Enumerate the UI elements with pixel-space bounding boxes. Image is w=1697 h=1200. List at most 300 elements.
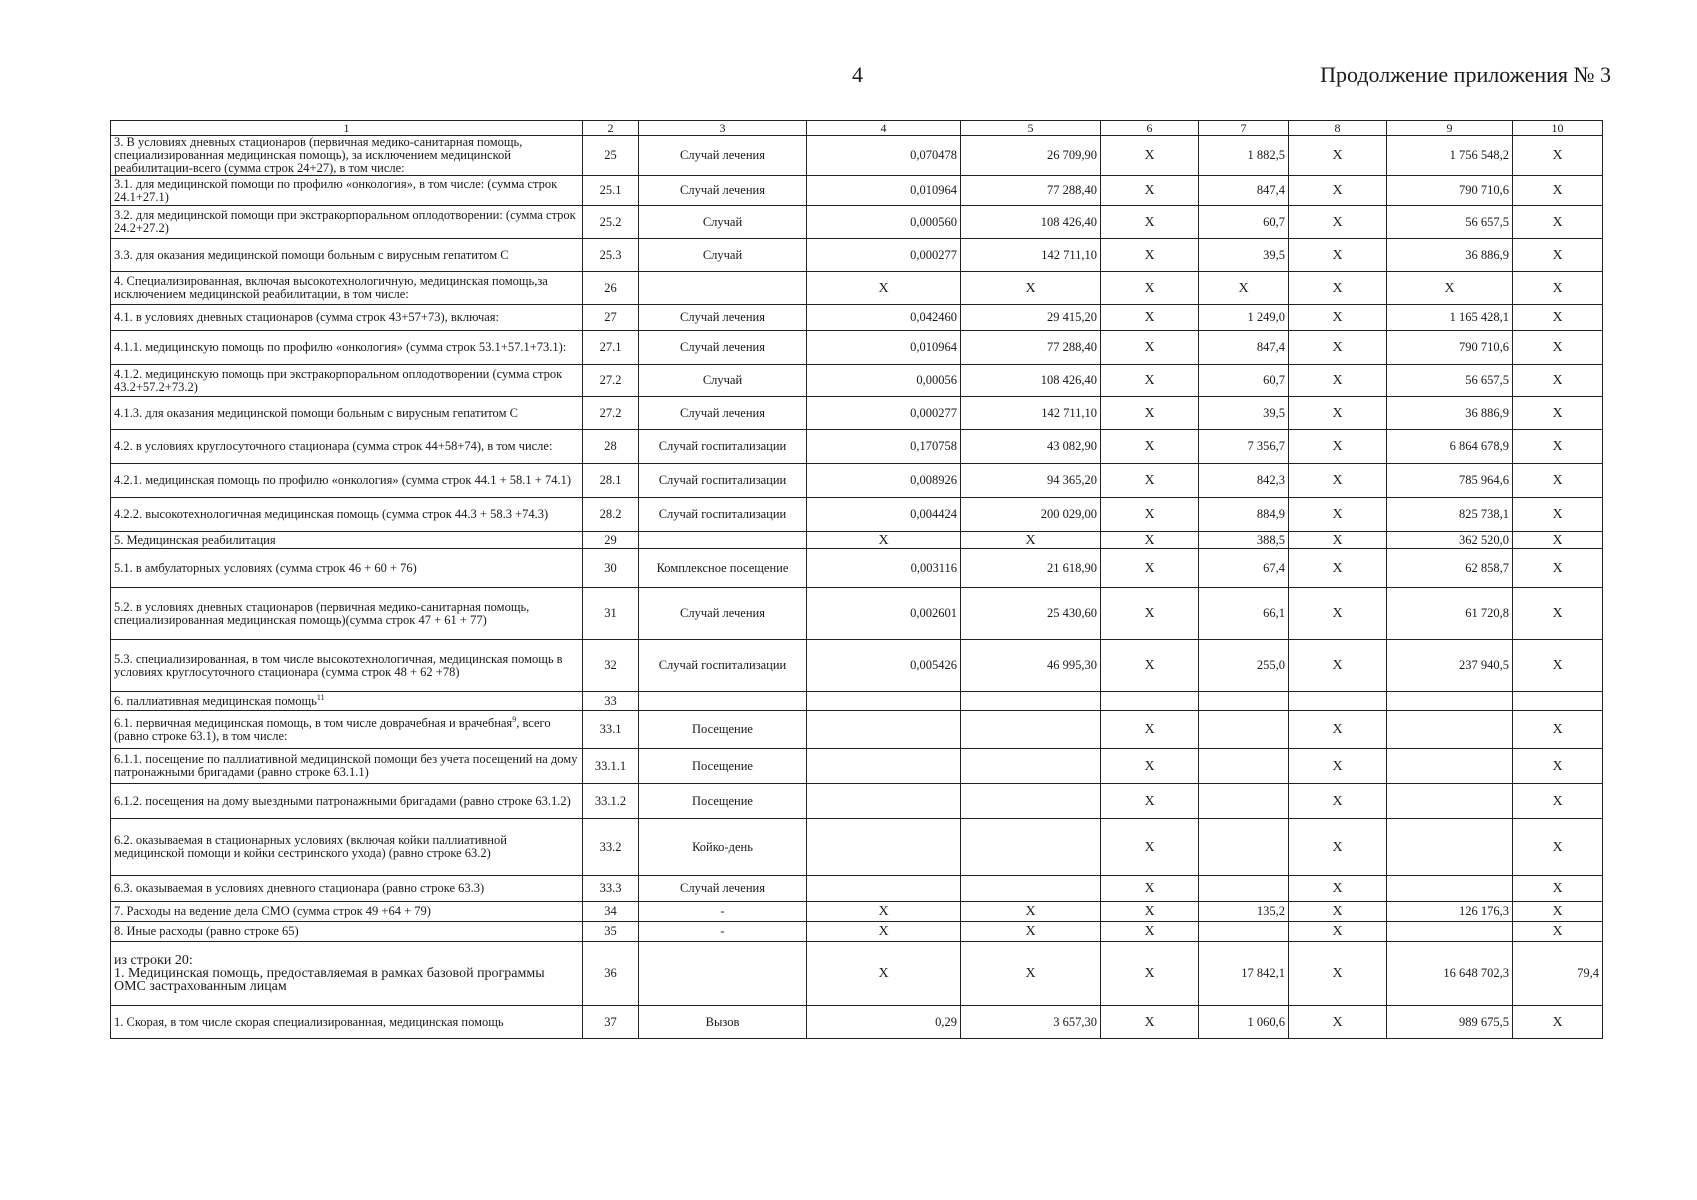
table-cell: 847,4	[1199, 176, 1289, 206]
table-cell: 77 288,40	[961, 176, 1101, 206]
table-cell: X	[1101, 272, 1199, 305]
table-cell: X	[1101, 498, 1199, 532]
table-cell: 0,010964	[807, 176, 961, 206]
table-cell: 4.1. в условиях дневных стационаров (сумма строк 43+57+73), включая:	[111, 305, 583, 331]
table-row	[111, 365, 1603, 397]
table-row	[111, 176, 1603, 206]
table-cell: X	[1513, 498, 1603, 532]
table-cell: X	[1289, 176, 1387, 206]
table-cell: Случай лечения	[639, 397, 807, 430]
table-cell: Случай лечения	[639, 588, 807, 640]
table-cell: X	[1289, 1006, 1387, 1039]
table-cell: 33.1.1	[583, 749, 639, 784]
table-cell: X	[1289, 430, 1387, 464]
table-cell: X	[1289, 711, 1387, 749]
row-label: 6. паллиативная медицинская помощь$^{11}$	[111, 692, 583, 711]
table-cell: X	[807, 902, 961, 922]
table-cell: 25	[583, 136, 639, 176]
table-cell: 29 415,20	[961, 305, 1101, 331]
table-cell	[1101, 692, 1199, 711]
table-row	[111, 1006, 1603, 1039]
table-cell: Вызов	[639, 1006, 807, 1039]
table-cell: X	[1101, 430, 1199, 464]
table-cell: 362 520,0	[1387, 532, 1513, 549]
table-cell: Случай госпитализации	[639, 498, 807, 532]
table-cell: X	[1513, 239, 1603, 272]
table-cell: 26 709,90	[961, 136, 1101, 176]
table-cell	[961, 692, 1101, 711]
table-cell: 0,003116	[807, 549, 961, 588]
table-cell: 46 995,30	[961, 640, 1101, 692]
table-cell: X	[961, 922, 1101, 942]
table-cell: 34	[583, 902, 639, 922]
table-cell: X	[1101, 331, 1199, 365]
table-cell	[807, 784, 961, 819]
table-cell: 3.2. для медицинской помощи при экстракорпоральном оплодотворении: (сумма строк 24.2+27.2)	[111, 206, 583, 239]
table-cell: X	[1289, 305, 1387, 331]
table-cell: X	[1101, 749, 1199, 784]
table-cell: 4.1.3. для оказания медицинской помощи больным с вирусным гепатитом С	[111, 397, 583, 430]
row-label: 6.1. первичная медицинская помощь, в том числе доврачебная и врачебная$^9$, всего (равно строке 63.1), в том числе:	[111, 711, 583, 749]
table-cell: X	[1513, 136, 1603, 176]
column-header: 5	[961, 121, 1101, 136]
column-header: 1	[111, 121, 583, 136]
table-cell: 4.2.2. высокотехнологичная медицинская помощь (сумма строк 44.3 + 58.3 +74.3)	[111, 498, 583, 532]
table-cell: 388,5	[1199, 532, 1289, 549]
table-cell: Случай лечения	[639, 305, 807, 331]
table-cell: 1 060,6	[1199, 1006, 1289, 1039]
table-cell: X	[1101, 206, 1199, 239]
table-cell: X	[807, 942, 961, 1006]
table-cell: 43 082,90	[961, 430, 1101, 464]
table-cell: X	[1513, 206, 1603, 239]
table-cell: X	[1289, 588, 1387, 640]
table-cell: X	[1513, 876, 1603, 902]
table-cell: X	[1101, 588, 1199, 640]
table-cell	[1387, 819, 1513, 876]
table-cell: X	[961, 942, 1101, 1006]
table-cell	[807, 692, 961, 711]
table-cell	[961, 784, 1101, 819]
table-cell: 79,4	[1513, 942, 1603, 1006]
column-header: 7	[1199, 121, 1289, 136]
table-cell	[1199, 922, 1289, 942]
table-cell: X	[1289, 640, 1387, 692]
table-cell	[1289, 692, 1387, 711]
table-cell: 56 657,5	[1387, 206, 1513, 239]
table-cell: X	[1101, 876, 1199, 902]
table-cell: Случай	[639, 206, 807, 239]
table-cell: X	[1513, 1006, 1603, 1039]
table-cell	[639, 942, 807, 1006]
table-row	[111, 588, 1603, 640]
table-cell: 33	[583, 692, 639, 711]
table-cell: 27.1	[583, 331, 639, 365]
table-cell: 37	[583, 1006, 639, 1039]
table-row	[111, 784, 1603, 819]
table-cell	[1199, 819, 1289, 876]
table-cell: 5. Медицинская реабилитация	[111, 532, 583, 549]
table-cell: X	[1289, 942, 1387, 1006]
table-cell: 6.2. оказываемая в стационарных условиях (включая койки паллиативной медицинской помощи и койки сестринского ухода) (равно строке 63.2)	[111, 819, 583, 876]
table-cell: 0,010964	[807, 331, 961, 365]
table-cell: 27	[583, 305, 639, 331]
table-cell: X	[1513, 176, 1603, 206]
table-cell: 135,2	[1199, 902, 1289, 922]
table-cell: X	[1289, 272, 1387, 305]
table-cell: X	[1101, 305, 1199, 331]
table-cell: X	[1513, 305, 1603, 331]
table-cell: X	[1289, 331, 1387, 365]
table-cell: Случай госпитализации	[639, 430, 807, 464]
table-cell	[639, 692, 807, 711]
table-cell: X	[1513, 784, 1603, 819]
table-cell: 28	[583, 430, 639, 464]
table-cell: Случай лечения	[639, 176, 807, 206]
table-cell: 32	[583, 640, 639, 692]
table-cell: Посещение	[639, 784, 807, 819]
table-cell: X	[1513, 902, 1603, 922]
table-cell: 60,7	[1199, 206, 1289, 239]
table-cell: X	[1289, 922, 1387, 942]
table-cell: 31	[583, 588, 639, 640]
table-cell: 25.2	[583, 206, 639, 239]
table-row	[111, 532, 1603, 549]
table-row	[111, 397, 1603, 430]
table-cell: 847,4	[1199, 331, 1289, 365]
table-cell: 39,5	[1199, 397, 1289, 430]
table-row	[111, 876, 1603, 902]
table-cell: 842,3	[1199, 464, 1289, 498]
table-cell: 6.1.2. посещения на дому выездными патронажными бригадами (равно строке 63.1.2)	[111, 784, 583, 819]
table-cell: 3 657,30	[961, 1006, 1101, 1039]
table-cell: X	[1101, 922, 1199, 942]
table-cell	[961, 876, 1101, 902]
table-cell: X	[1199, 272, 1289, 305]
table-cell	[1513, 692, 1603, 711]
table-cell: 7. Расходы на ведение дела СМО (сумма строк 49 +64 + 79)	[111, 902, 583, 922]
table-cell: X	[1101, 532, 1199, 549]
table-cell: 66,1	[1199, 588, 1289, 640]
table-cell: 0,170758	[807, 430, 961, 464]
table-cell: 36 886,9	[1387, 239, 1513, 272]
table-row	[111, 206, 1603, 239]
appendix-title: Продолжение приложения № 3	[1320, 62, 1611, 87]
table-cell: X	[961, 272, 1101, 305]
table-cell: X	[1289, 549, 1387, 588]
table-cell: X	[1289, 532, 1387, 549]
table-cell: X	[1101, 819, 1199, 876]
table-cell: 27.2	[583, 365, 639, 397]
table-cell: X	[1101, 711, 1199, 749]
table-row	[111, 549, 1603, 588]
table-cell: 884,9	[1199, 498, 1289, 532]
table-row	[111, 136, 1603, 176]
table-cell: Случай госпитализации	[639, 464, 807, 498]
table-cell: X	[1513, 365, 1603, 397]
table-cell: 33.3	[583, 876, 639, 902]
table-cell: X	[1513, 749, 1603, 784]
table-row	[111, 239, 1603, 272]
table-cell: X	[1101, 397, 1199, 430]
table-cell: X	[1101, 902, 1199, 922]
table-cell: 77 288,40	[961, 331, 1101, 365]
table-cell	[961, 711, 1101, 749]
table-cell	[1199, 876, 1289, 902]
table-cell: X	[1513, 430, 1603, 464]
table-cell: 28.1	[583, 464, 639, 498]
table-cell: 4.1.2. медицинскую помощь при экстракорпоральном оплодотворении (сумма строк 43.2+57.2+73.2)	[111, 365, 583, 397]
table-cell: 785 964,6	[1387, 464, 1513, 498]
table-cell: X	[1289, 876, 1387, 902]
table-cell: 108 426,40	[961, 365, 1101, 397]
table-cell	[961, 749, 1101, 784]
table-cell: X	[1101, 549, 1199, 588]
table-row	[111, 749, 1603, 784]
table-cell: 1 882,5	[1199, 136, 1289, 176]
table-cell: Комплексное посещение	[639, 549, 807, 588]
table-cell: Случай лечения	[639, 876, 807, 902]
table-cell: 6.3. оказываемая в условиях дневного стационара (равно строке 63.3)	[111, 876, 583, 902]
table-row	[111, 711, 1603, 749]
table-cell	[807, 711, 961, 749]
table-cell: X	[1513, 397, 1603, 430]
table-cell	[1199, 749, 1289, 784]
table-cell: 1 756 548,2	[1387, 136, 1513, 176]
table-cell	[1387, 784, 1513, 819]
table-row	[111, 498, 1603, 532]
table-row	[111, 430, 1603, 464]
table-cell: X	[1101, 942, 1199, 1006]
table-row	[111, 922, 1603, 942]
table-cell: 67,4	[1199, 549, 1289, 588]
table-cell: X	[1289, 819, 1387, 876]
column-header: 2	[583, 121, 639, 136]
table-cell: 5.3. специализированная, в том числе высокотехнологичная, медицинская помощь в условиях круглосуточного стационара (сумма строк 48 + 62 +78)	[111, 640, 583, 692]
table-cell: 8. Иные расходы (равно строке 65)	[111, 922, 583, 942]
table-cell: X	[807, 272, 961, 305]
table-cell: 825 738,1	[1387, 498, 1513, 532]
table-cell: 16 648 702,3	[1387, 942, 1513, 1006]
table-cell: 0,00056	[807, 365, 961, 397]
table-cell	[1387, 692, 1513, 711]
table-cell: X	[1387, 272, 1513, 305]
table-cell: 3.3. для оказания медицинской помощи больным с вирусным гепатитом С	[111, 239, 583, 272]
table-cell: 36	[583, 942, 639, 1006]
table-cell: 0,000560	[807, 206, 961, 239]
table-cell: 0,008926	[807, 464, 961, 498]
table-cell: 0,004424	[807, 498, 961, 532]
table-cell: X	[1289, 206, 1387, 239]
table-cell: 7 356,7	[1199, 430, 1289, 464]
table-cell: 27.2	[583, 397, 639, 430]
table-cell: X	[807, 532, 961, 549]
column-header: 4	[807, 121, 961, 136]
table-row	[111, 272, 1603, 305]
table-cell: X	[1289, 784, 1387, 819]
footnote-mark: 11	[316, 692, 325, 702]
table-cell: X	[1101, 784, 1199, 819]
table-cell: 21 618,90	[961, 549, 1101, 588]
table-cell: 61 720,8	[1387, 588, 1513, 640]
table-cell: 62 858,7	[1387, 549, 1513, 588]
table-cell: 142 711,10	[961, 239, 1101, 272]
table-cell: X	[1513, 711, 1603, 749]
column-header: 8	[1289, 121, 1387, 136]
table-cell	[1199, 711, 1289, 749]
table-cell: X	[1101, 176, 1199, 206]
table-cell: X	[1101, 136, 1199, 176]
table-cell: 0,000277	[807, 397, 961, 430]
table-cell: -	[639, 922, 807, 942]
table-cell: Посещение	[639, 749, 807, 784]
table-cell: 5.1. в амбулаторных условиях (сумма строк 46 + 60 + 76)	[111, 549, 583, 588]
table-cell: 237 940,5	[1387, 640, 1513, 692]
table-cell: X	[1101, 640, 1199, 692]
table-row	[111, 902, 1603, 922]
table-cell: 142 711,10	[961, 397, 1101, 430]
table-row	[111, 305, 1603, 331]
table-cell	[639, 272, 807, 305]
table-cell: 25.1	[583, 176, 639, 206]
table-cell: 1 165 428,1	[1387, 305, 1513, 331]
table-cell: 0,005426	[807, 640, 961, 692]
table-cell	[1199, 784, 1289, 819]
column-header: 10	[1513, 121, 1603, 136]
table-cell: 25 430,60	[961, 588, 1101, 640]
table-cell: Случай лечения	[639, 331, 807, 365]
table-cell: X	[1289, 749, 1387, 784]
table-cell: 5.2. в условиях дневных стационаров (первичная медико-санитарная помощь, специализированная медицинская помощь)(сумма строк 47 + 61 + 77)	[111, 588, 583, 640]
table-cell: X	[1513, 922, 1603, 942]
table-cell	[807, 819, 961, 876]
column-header: 6	[1101, 121, 1199, 136]
table-cell: X	[1289, 365, 1387, 397]
table-cell: 29	[583, 532, 639, 549]
table-cell: 3.1. для медицинской помощи по профилю «онкология», в том числе: (сумма строк 24.1+27.1)	[111, 176, 583, 206]
table-cell: X	[961, 902, 1101, 922]
table-cell: 0,070478	[807, 136, 961, 176]
table-cell	[1387, 876, 1513, 902]
table-cell: X	[1289, 902, 1387, 922]
table-cell	[807, 749, 961, 784]
table-cell: 989 675,5	[1387, 1006, 1513, 1039]
table-cell: 0,042460	[807, 305, 961, 331]
table-cell: 6 864 678,9	[1387, 430, 1513, 464]
table-cell: X	[1513, 819, 1603, 876]
table-cell: 0,000277	[807, 239, 961, 272]
table-cell	[1387, 922, 1513, 942]
table-cell: 39,5	[1199, 239, 1289, 272]
page-number: 4	[852, 62, 863, 87]
table-cell: X	[807, 922, 961, 942]
table-cell: Случай	[639, 365, 807, 397]
table-cell	[1387, 749, 1513, 784]
row-label: из строки 20: 1. Медицинская помощь, предоставляемая в рамках базовой программы ОМС застрахованным лицам	[111, 942, 583, 1006]
table-cell: Койко-день	[639, 819, 807, 876]
table-cell: 3. В условиях дневных стационаров (первичная медико-санитарная помощь, специализированная медицинская помощь), за исключением медицинской реабилитации-всего (сумма строк 24+27), в том числе:	[111, 136, 583, 176]
table-cell	[807, 876, 961, 902]
table-cell: X	[1101, 464, 1199, 498]
table-cell: Случай госпитализации	[639, 640, 807, 692]
table-cell: 4.2. в условиях круглосуточного стационара (сумма строк 44+58+74), в том числе:	[111, 430, 583, 464]
table-row	[111, 640, 1603, 692]
table-body	[111, 136, 1603, 1039]
table-cell	[961, 819, 1101, 876]
table-cell: X	[1289, 136, 1387, 176]
table-cell: X	[1289, 498, 1387, 532]
table-cell: 56 657,5	[1387, 365, 1513, 397]
table-cell: 255,0	[1199, 640, 1289, 692]
table-cell: Случай лечения	[639, 136, 807, 176]
data-table	[110, 120, 1603, 1039]
column-header: 3	[639, 121, 807, 136]
table-cell: 108 426,40	[961, 206, 1101, 239]
table-cell: 4.2.1. медицинская помощь по профилю «онкология» (сумма строк 44.1 + 58.1 + 74.1)	[111, 464, 583, 498]
table-cell: 0,29	[807, 1006, 961, 1039]
table-cell: X	[1513, 588, 1603, 640]
table-cell: 26	[583, 272, 639, 305]
table-cell: 28.2	[583, 498, 639, 532]
table-row	[111, 464, 1603, 498]
table-cell: 4. Специализированная, включая высокотехнологичную, медицинская помощь,за исключением медицинской реабилитации, в том числе:	[111, 272, 583, 305]
table-cell: X	[1513, 549, 1603, 588]
table-cell: X	[961, 532, 1101, 549]
table-cell: X	[1101, 365, 1199, 397]
table-cell: 94 365,20	[961, 464, 1101, 498]
table-cell: 33.1	[583, 711, 639, 749]
table-cell: X	[1513, 272, 1603, 305]
table-cell: -	[639, 902, 807, 922]
table-cell: 60,7	[1199, 365, 1289, 397]
table-cell: X	[1289, 239, 1387, 272]
table-cell: 33.1.2	[583, 784, 639, 819]
column-header: 9	[1387, 121, 1513, 136]
table-cell: 200 029,00	[961, 498, 1101, 532]
table-cell: X	[1289, 397, 1387, 430]
table-cell: 6.1.1. посещение по паллиативной медицинской помощи без учета посещений на дому патронажными бригадами (равно строке 63.1.1)	[111, 749, 583, 784]
header-row	[111, 121, 1603, 136]
table-cell	[639, 532, 807, 549]
table-cell: Посещение	[639, 711, 807, 749]
table-row	[111, 331, 1603, 365]
table-cell	[1387, 711, 1513, 749]
table-cell: 30	[583, 549, 639, 588]
table-cell: 790 710,6	[1387, 331, 1513, 365]
table-cell: Случай	[639, 239, 807, 272]
table-cell: 790 710,6	[1387, 176, 1513, 206]
table-cell: X	[1513, 464, 1603, 498]
table-row	[111, 819, 1603, 876]
table-cell: X	[1513, 532, 1603, 549]
table-cell: 1 249,0	[1199, 305, 1289, 331]
table-cell: 1. Скорая, в том числе скорая специализированная, медицинская помощь	[111, 1006, 583, 1039]
table-cell: X	[1513, 640, 1603, 692]
footnote-mark: 9	[512, 714, 517, 724]
table-cell: 35	[583, 922, 639, 942]
table-cell: X	[1289, 464, 1387, 498]
table-cell: X	[1513, 331, 1603, 365]
table-cell: X	[1101, 1006, 1199, 1039]
table-cell: 126 176,3	[1387, 902, 1513, 922]
table-cell: 33.2	[583, 819, 639, 876]
table-cell: 36 886,9	[1387, 397, 1513, 430]
table-row	[111, 942, 1603, 1006]
table-cell: 4.1.1. медицинскую помощь по профилю «онкология» (сумма строк 53.1+57.1+73.1):	[111, 331, 583, 365]
table-cell	[1199, 692, 1289, 711]
table-cell: 17 842,1	[1199, 942, 1289, 1006]
table-cell: 0,002601	[807, 588, 961, 640]
